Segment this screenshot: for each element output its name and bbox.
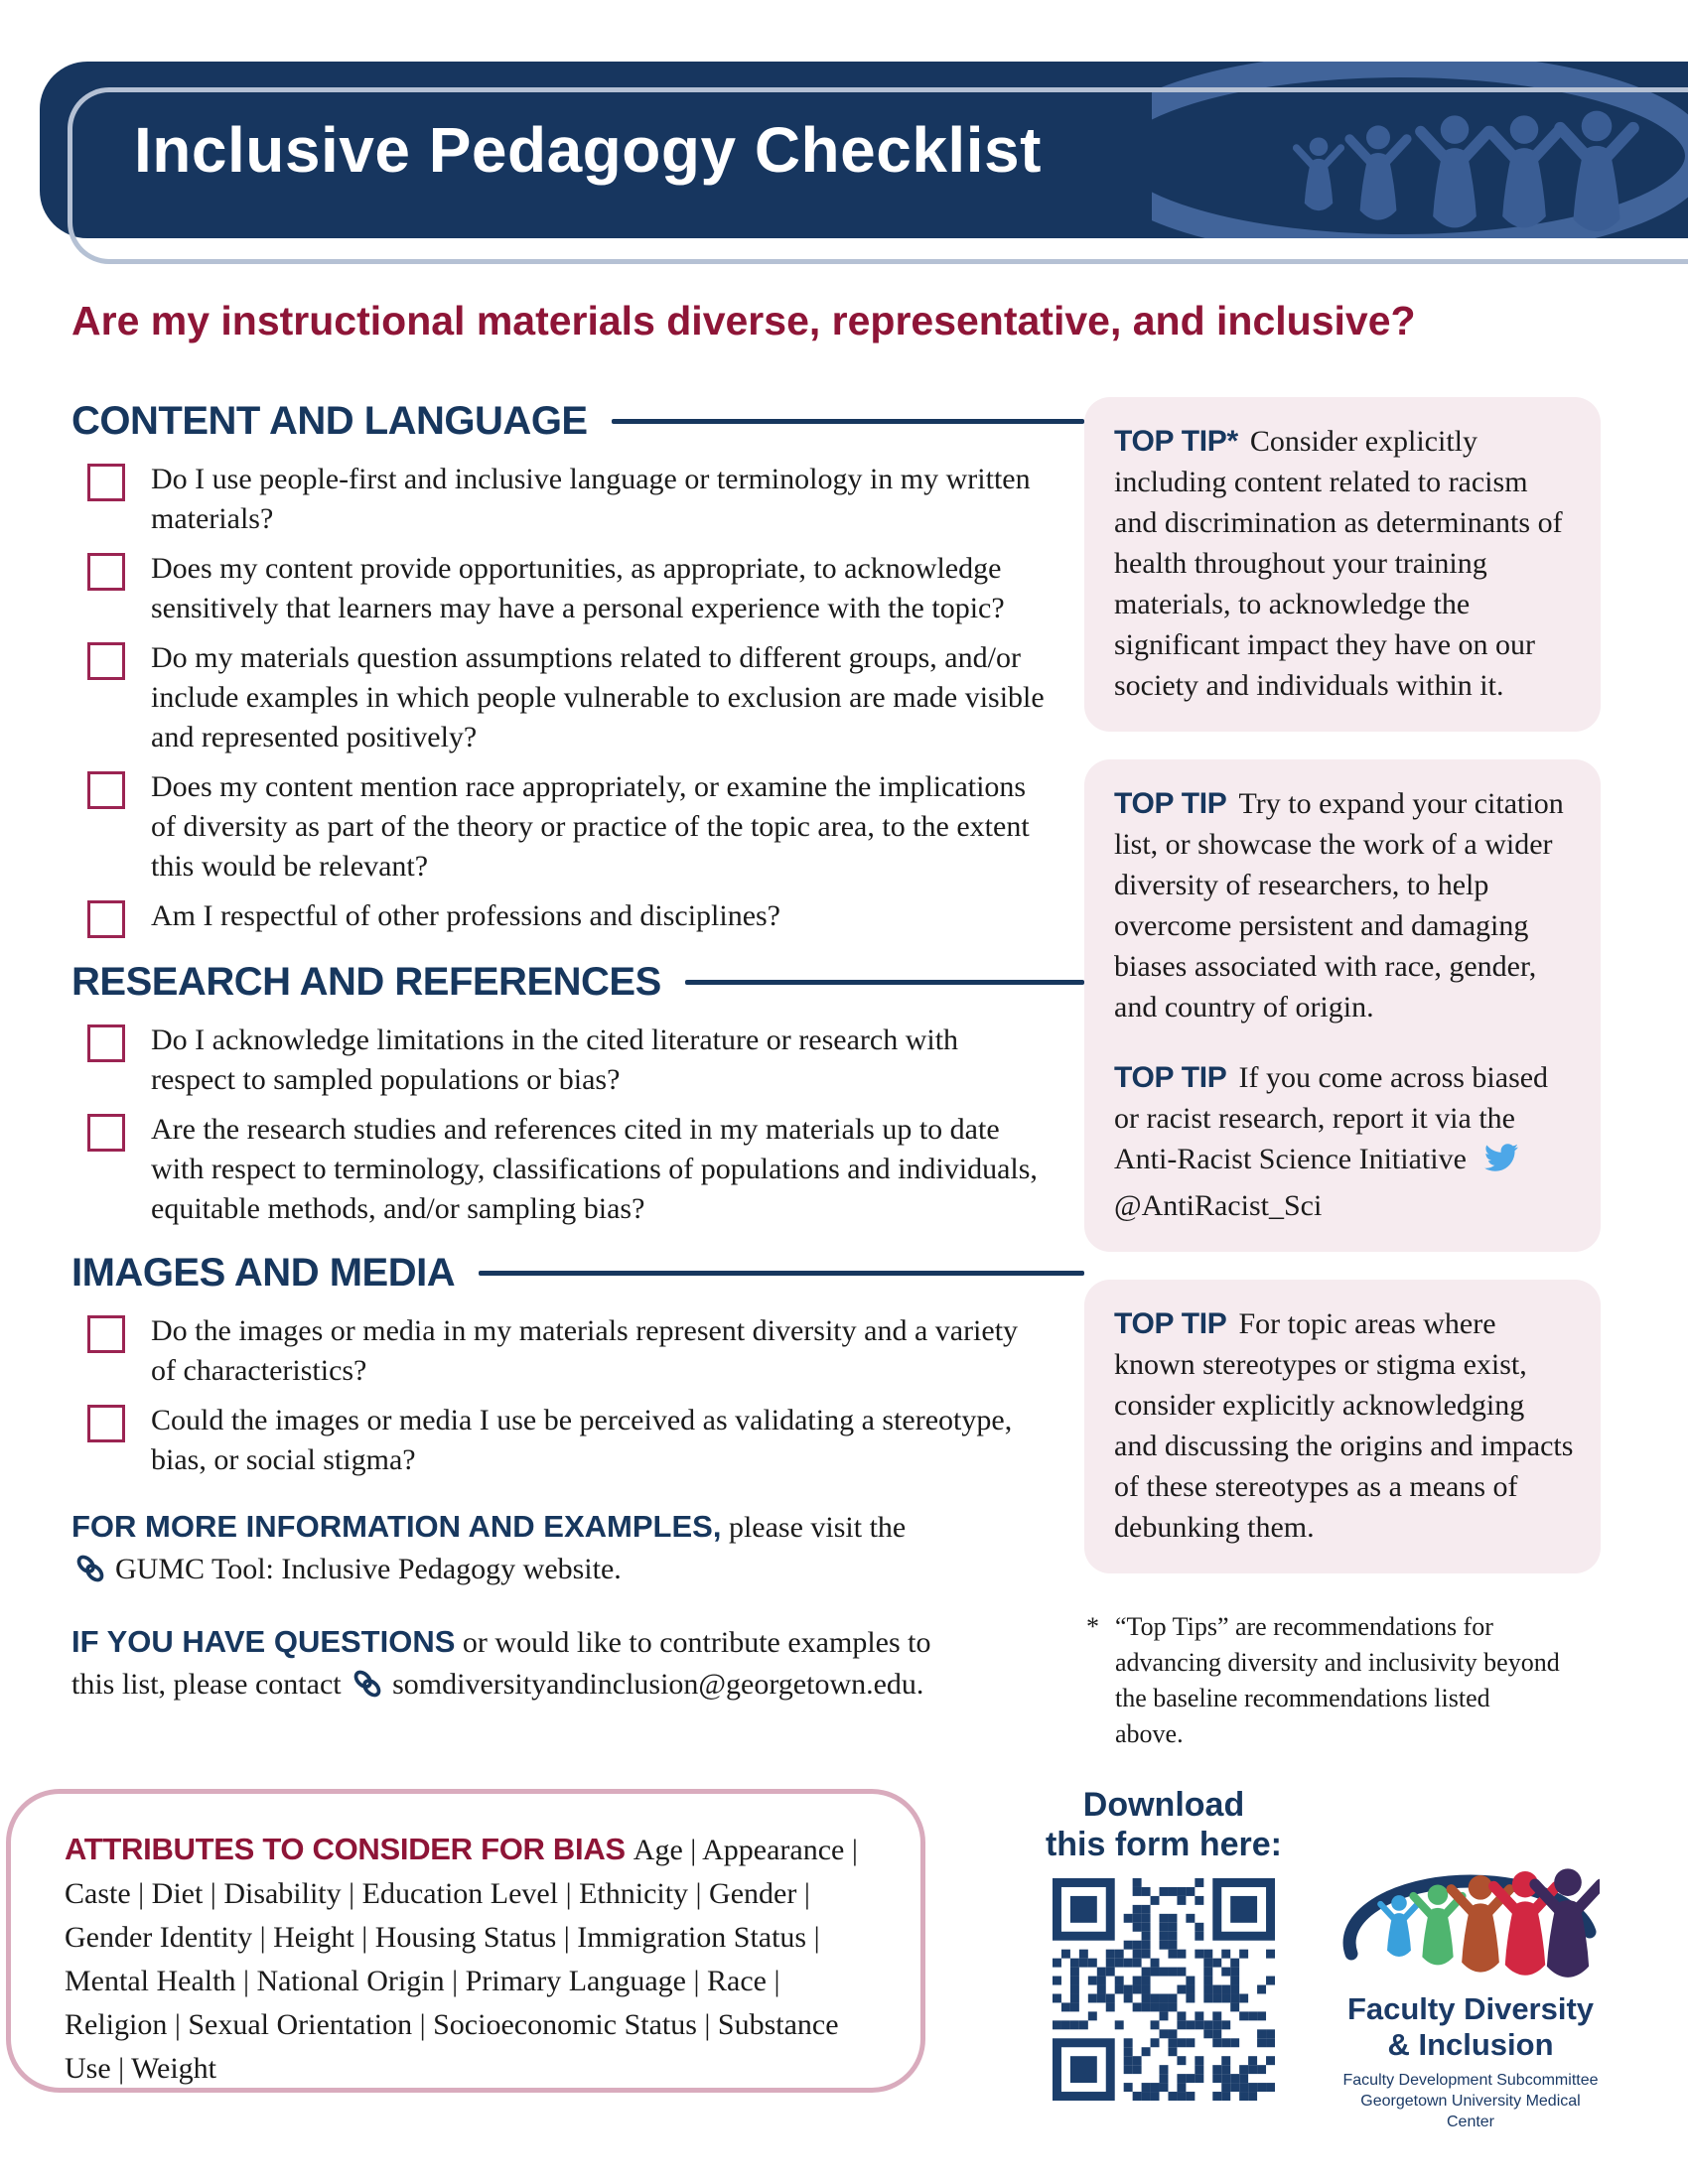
top-tip	[1114, 421, 1575, 706]
twitter-icon	[1481, 1141, 1521, 1185]
page-title: Inclusive Pedagogy Checklist	[134, 114, 1042, 186]
questions-lead: IF YOU HAVE QUESTIONS	[71, 1624, 456, 1659]
checklist-item-text: Do the images or media in my materials represent diversity and a variety of characteristics?	[151, 1314, 1019, 1387]
more-info-paragraph	[71, 1506, 1084, 1595]
header-banner	[40, 62, 1688, 238]
checklist-item	[71, 1021, 1084, 1100]
section-title: IMAGES AND MEDIA	[71, 1251, 456, 1295]
top-tip-text: Try to expand your citation list, or showcase the work of a wider diversity of researchers, to help overcome persistent and damaging biases associated with race, gender, and country of origin.	[1114, 787, 1564, 1024]
people-watermark-art	[1152, 62, 1688, 238]
tip-box	[1084, 397, 1601, 732]
questions-paragraph	[71, 1621, 1084, 1710]
section-header-images-media	[71, 1251, 1084, 1296]
faculty-diversity-logo	[1336, 1839, 1605, 2132]
top-tip-text: If you come across biased or racist research, report it via the Anti-Racist Science Initiative	[1114, 1061, 1549, 1175]
twitter-handle[interactable]: @AntiRacist_Sci	[1114, 1189, 1323, 1222]
section-rule	[479, 1271, 1084, 1276]
section-title: CONTENT AND LANGUAGE	[71, 399, 588, 443]
footnote-marker: *	[1086, 1612, 1099, 1641]
top-tip-label: TOP TIP	[1114, 1307, 1227, 1340]
link-icon	[352, 1669, 382, 1710]
section-rule	[685, 980, 1084, 985]
checkbox[interactable]	[87, 771, 125, 809]
checklist-item	[71, 1311, 1084, 1391]
checklist-item-text: Do I acknowledge limitations in the cited literature or research with respect to sampled populations or bias?	[151, 1024, 959, 1096]
checkbox[interactable]	[87, 1024, 125, 1062]
top-tip	[1114, 783, 1575, 1027]
logo-subtitle	[1336, 2070, 1605, 2132]
tip-box	[1084, 759, 1601, 1252]
download-line2: this form here:	[1045, 1826, 1283, 1863]
checkbox[interactable]	[87, 1114, 125, 1152]
download-line1: Download	[1082, 1786, 1245, 1824]
top-tip	[1114, 1303, 1575, 1548]
section-rule	[612, 419, 1084, 424]
checkbox[interactable]	[87, 642, 125, 680]
questions-tail: or would like to contribute examples to	[462, 1626, 931, 1659]
top-tip-label: TOP TIP	[1114, 787, 1227, 820]
footnote-text: “Top Tips” are recommendations for advancing diversity and inclusivity beyond the baseline recommendations listed above.	[1115, 1612, 1560, 1748]
checklist-item-text: Do I use people-first and inclusive language or terminology in my written materials?	[151, 463, 1031, 535]
section-header-content-language	[71, 399, 1084, 444]
attributes-box	[6, 1789, 925, 2093]
checklist-item	[71, 638, 1084, 757]
more-info-tail: please visit the	[728, 1511, 907, 1544]
checklist-item	[71, 767, 1084, 887]
qr-code	[1053, 1878, 1275, 2101]
attributes-title: ATTRIBUTES TO CONSIDER FOR BIAS	[65, 1832, 626, 1866]
checkbox[interactable]	[87, 464, 125, 501]
checkbox[interactable]	[87, 1405, 125, 1442]
logo-title-line2: & Inclusion	[1387, 2027, 1554, 2062]
checkbox[interactable]	[87, 553, 125, 591]
top-tip-text: For topic areas where known stereotypes or stigma exist, consider explicitly acknowledging and discussing the origins and impacts of these stereotypes as a means of debunking them.	[1114, 1307, 1574, 1544]
checklist-item	[71, 896, 1084, 938]
attributes-list: Age | Appearance | Caste | Diet | Disability | Education Level | Ethnicity | Gender | Gender Identity | Height | Housing Status | Immigration Status | Mental Health | National Origin | Primary Language | Race | Religion | Sexual Orientation | Socioeconomic Status | Substance Use | Weight	[65, 1834, 858, 2085]
checklist-item	[71, 549, 1084, 628]
checklist-item	[71, 460, 1084, 539]
checklist-item-text: Am I respectful of other professions and disciplines?	[151, 899, 780, 932]
checklist-item-text: Do my materials question assumptions related to different groups, and/or include examples in which people vulnerable to exclusion are made visible and represented positively?	[151, 641, 1045, 753]
questions-line2: this list, please contact	[71, 1668, 342, 1701]
attributes-text	[65, 1828, 881, 2091]
tip-box	[1084, 1280, 1601, 1573]
top-tip	[1114, 1057, 1575, 1226]
checklist-item-text: Are the research studies and references cited in my materials up to date with respect to terminology, classifications of populations and individuals, equitable methods, and/or sampling bias?	[151, 1113, 1038, 1225]
top-tip-label: TOP TIP*	[1114, 425, 1238, 458]
download-label	[1015, 1785, 1313, 1864]
checklist-item-text: Does my content mention race appropriately, or examine the implications of diversity as part of the theory or practice of the topic area, to the extent this would be relevant?	[151, 770, 1030, 883]
checklist-item-text: Does my content provide opportunities, as appropriate, to acknowledge sensitively that learners may have a personal experience with the topic?	[151, 552, 1005, 624]
logo-title-line1: Faculty Diversity	[1346, 1991, 1595, 2026]
checklist-item	[71, 1110, 1084, 1229]
top-tips-footnote	[1084, 1609, 1563, 1752]
gumc-tool-link[interactable]: GUMC Tool: Inclusive Pedagogy website.	[115, 1553, 622, 1585]
logo-people-icon	[1341, 1839, 1600, 1985]
checklist-item-text: Could the images or media I use be perceived as validating a stereotype, bias, or social stigma?	[151, 1404, 1013, 1476]
top-tip-label: TOP TIP	[1114, 1061, 1227, 1094]
checklist-column	[71, 399, 1084, 1710]
download-block	[1015, 1785, 1313, 2106]
more-info-lead: FOR MORE INFORMATION AND EXAMPLES,	[71, 1509, 722, 1544]
section-title: RESEARCH AND REFERENCES	[71, 960, 661, 1004]
logo-subtitle-line1: Faculty Development Subcommittee	[1342, 2072, 1599, 2089]
checklist-item	[71, 1401, 1084, 1480]
section-header-research-references	[71, 960, 1084, 1005]
contact-email-link[interactable]: somdiversityandinclusion@georgetown.edu.	[392, 1668, 924, 1701]
checkbox[interactable]	[87, 1315, 125, 1353]
checkbox[interactable]	[87, 900, 125, 938]
headline-question: Are my instructional materials diverse, representative, and inclusive?	[71, 298, 1416, 343]
tips-column	[1084, 397, 1601, 1752]
top-tip-text: Consider explicitly including content related to racism and discrimination as determinants of health throughout your training materials, to acknowledge the significant impact they have on our society and individuals within it.	[1114, 425, 1563, 702]
logo-subtitle-line2: Georgetown University Medical Center	[1360, 2093, 1581, 2130]
link-icon	[75, 1554, 105, 1595]
